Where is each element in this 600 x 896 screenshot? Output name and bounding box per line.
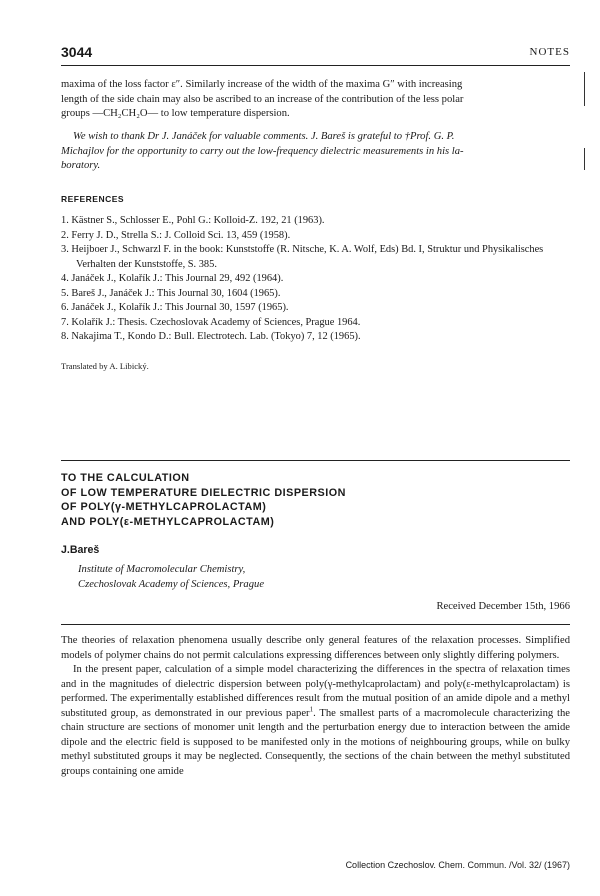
body-paragraph xyxy=(61,663,570,779)
text-line: boratory. xyxy=(61,160,101,171)
references-list xyxy=(61,214,570,345)
abstract-rule xyxy=(61,624,570,625)
translator-wrap xyxy=(61,361,570,371)
page-number: 3044 xyxy=(61,44,93,60)
received-date: Received December 15th, 1966 xyxy=(436,601,570,612)
affiliation-block xyxy=(61,562,570,592)
page-header xyxy=(61,44,570,64)
text-line: We wish to thank Dr J. Janáček for valuable comments. J. Bareš is grateful to †Prof. G. P. xyxy=(73,131,455,142)
margin-mark xyxy=(584,72,585,106)
title-line: TO THE CALCULATION xyxy=(61,472,190,484)
reference-item: 1. Kästner S., Schlosser E., Pohl G.: Kolloid-Z. 192, 21 (1963). xyxy=(61,215,325,226)
text-line: groups —CH₂CH₂O— to low temperature dispersion. xyxy=(61,108,290,119)
author-block xyxy=(61,544,570,556)
article-title xyxy=(61,471,570,529)
reference-item: 7. Kolařík J.: Thesis. Czechoslovak Academy of Sciences, Prague 1964. xyxy=(61,316,361,328)
text-line: maxima of the loss factor ε″. Similarly increase of the width of the maxima G″ with increasing xyxy=(61,79,463,90)
journal-footer: Collection Czechoslov. Chem. Commun. /Vol. 32/ (1967) xyxy=(345,860,570,870)
affiliation-line: Institute of Macromolecular Chemistry, xyxy=(78,564,246,575)
title-line: AND POLY(ε-METHYLCAPROLACTAM) xyxy=(61,515,275,528)
continued-paragraph xyxy=(61,78,570,122)
reference-item: 4. Janáček J., Kolařík J.: This Journal 29, 492 (1964). xyxy=(61,273,284,284)
affiliation-line: Czechoslovak Academy of Sciences, Prague xyxy=(78,579,265,590)
references-section xyxy=(61,194,570,204)
reference-item: 5. Bareš J., Janáček J.: This Journal 30, 1604 (1965). xyxy=(61,287,281,299)
reference-item: 2. Ferry J. D., Strella S.: J. Colloid Sci. 13, 459 (1958). xyxy=(61,229,291,241)
translator-credit: Translated by A. Libický. xyxy=(61,361,149,371)
reference-item: 3. Heijboer J., Schwarzl F. in the book: Kunststoffe (R. Nitsche, K. A. Wolf, Eds) Bd. I, Struktur und Physikalisches Verhalten der Kunststoffe, S. 385. xyxy=(61,244,544,270)
reference-item: 8. Nakajima T., Kondo D.: Bull. Electrotech. Lab. (Tokyo) 7, 12 (1965). xyxy=(61,331,361,342)
header-rule xyxy=(61,65,570,66)
article-body xyxy=(61,634,570,779)
paragraph-text: . The smallest parts of a macromolecule characterizing the chain structure are sections of monomer unit length and the perturbation energy due to interaction between the amide dipole and the electric field is supposed to be manifested only in the motions of neighbouring groups, while on bulky methyl substituted groups it may be neglected. Consequently, the sections of the chain between the methyl substituted groups containing one amide xyxy=(61,707,570,777)
references-list-wrap xyxy=(61,214,570,345)
references-title: REFERENCES xyxy=(61,194,125,204)
title-line: OF LOW TEMPERATURE DIELECTRIC DISPERSION xyxy=(61,486,346,499)
running-head: NOTES xyxy=(529,46,570,58)
received-wrap xyxy=(61,601,570,612)
paragraph-text: In the present paper, calculation of a simple model characterizing the differences in the spectra of relaxation times and in the magnitudes of dielectric dispersion between poly(γ-methylcaprolactam) and poly(ε-methylcaprolactam) is performed. The experimentally established differences result from the mutual position of an amide dipole and a methyl substituted group, as demonstrated in our previous paper xyxy=(61,664,570,719)
citation-marker: 1 xyxy=(309,704,314,713)
reference-item: 6. Janáček J., Kolařík J.: This Journal 30, 1597 (1965). xyxy=(61,302,289,313)
margin-mark xyxy=(584,148,585,170)
title-line: OF POLY(γ-METHYLCAPROLACTAM) xyxy=(61,501,267,514)
text-line: length of the side chain may also be ascribed to an increase of the contribution of the less polar xyxy=(61,93,464,105)
text-line: Michajlov for the opportunity to carry out the low-frequency dielectric measurements in his la- xyxy=(61,145,464,157)
body-paragraph: The theories of relaxation phenomena usually describe only general features of the relaxation processes. Simplified models of polymer chains do not permit calculations expressing differences between only slightly differing polymers. xyxy=(61,635,570,661)
author-name: J.Bareš xyxy=(61,544,100,556)
section-divider xyxy=(61,460,570,461)
acknowledgement xyxy=(61,130,570,174)
